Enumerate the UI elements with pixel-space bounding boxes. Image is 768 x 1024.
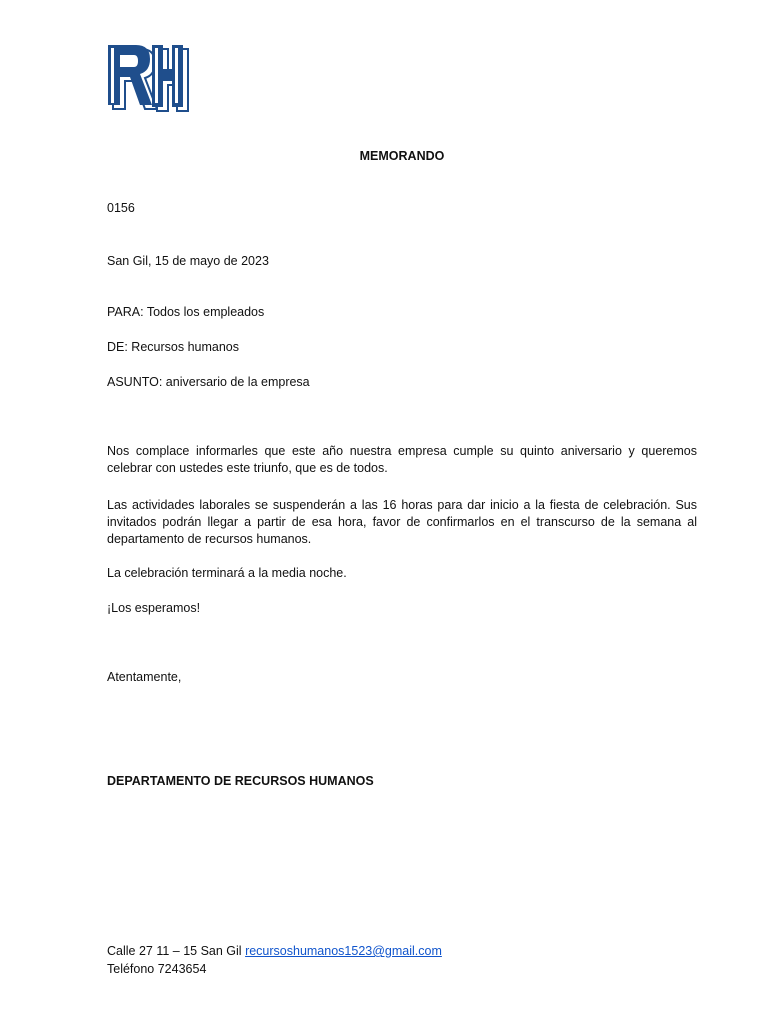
- closing: Atentamente,: [107, 670, 182, 684]
- body-paragraph: ¡Los esperamos!: [107, 601, 201, 615]
- memo-title: MEMORANDO: [359, 149, 445, 163]
- footer-phone: Teléfono 7243654: [107, 962, 207, 976]
- place-date: San Gil, 15 de mayo de 2023: [107, 254, 269, 268]
- signature: DEPARTAMENTO DE RECURSOS HUMANOS: [107, 774, 374, 788]
- email-link[interactable]: recursoshumanos1523@gmail.com: [245, 944, 442, 958]
- memo-from: DE: Recursos humanos: [107, 340, 240, 354]
- footer-address-line: [107, 944, 442, 958]
- memo-to: PARA: Todos los empleados: [107, 305, 265, 319]
- memo-subject: ASUNTO: aniversario de la empresa: [107, 375, 310, 389]
- rh-logo-icon: [105, 43, 191, 115]
- footer-address: Calle 27 11 – 15 San Gil: [107, 944, 246, 958]
- body-paragraph: Nos complace informarles que este año nuestra empresa cumple su quinto aniversario y queremos celebrar con ustedes este triunfo, que es de todos.: [107, 444, 697, 475]
- body-paragraph: Las actividades laborales se suspenderán a las 16 horas para dar inicio a la fiesta de celebración. Sus invitados podrán llegar a partir de esa hora, favor de confirmarlos en el transcurso de la semana al departamento de recursos humanos.: [107, 498, 697, 546]
- memo-number: 0156: [107, 201, 135, 215]
- company-logo: [105, 43, 191, 115]
- body-paragraph: La celebración terminará a la media noche.: [107, 566, 347, 580]
